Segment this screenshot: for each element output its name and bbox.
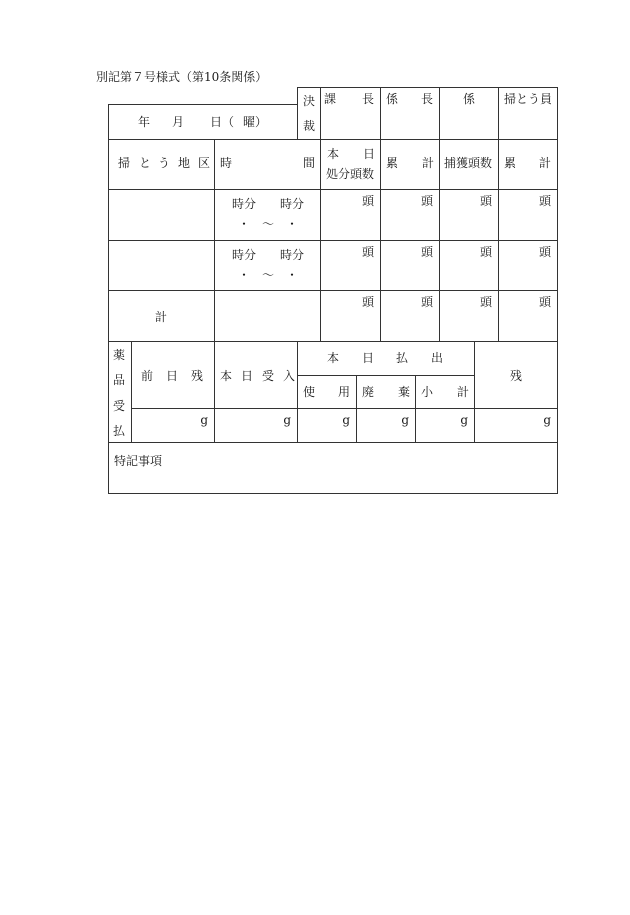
- grid-line: [131, 341, 132, 443]
- form-label: 曜）: [242, 115, 268, 129]
- form-label: 裁: [302, 119, 316, 133]
- form-label: 掃: [118, 156, 131, 170]
- form-label: 棄: [397, 385, 411, 399]
- unit-label: 頭: [420, 245, 433, 259]
- form-label: ・: [237, 217, 251, 231]
- form-label: 時分: [231, 248, 257, 262]
- unit-label: 頭: [538, 194, 551, 208]
- grid-line: [439, 87, 440, 140]
- form-label: 残: [509, 369, 523, 383]
- form-label: う: [158, 156, 171, 170]
- grid-line: [108, 139, 558, 140]
- unit-label: 頭: [479, 295, 492, 309]
- form-label: 出: [430, 351, 444, 365]
- form-label: 時分: [279, 248, 305, 262]
- grid-line: [108, 189, 558, 190]
- grid-line: [108, 341, 558, 342]
- form-label: 使: [302, 385, 316, 399]
- grid-line: [108, 240, 558, 241]
- grid-line: [297, 341, 298, 443]
- grid-line: [356, 375, 357, 443]
- form-label: 捕獲頭数: [443, 156, 493, 170]
- form-label: 受: [261, 369, 275, 383]
- form-label: 間: [302, 156, 315, 170]
- form-label: 前: [140, 369, 154, 383]
- form-label: 課: [323, 92, 337, 106]
- page-title: 別記第７号様式（第10条関係）: [96, 70, 268, 84]
- form-label: 払: [112, 424, 126, 438]
- form-label: 日（: [209, 115, 235, 129]
- unit-label: g: [543, 413, 551, 427]
- unit-label: 頭: [479, 245, 492, 259]
- form-label: 本: [219, 369, 233, 383]
- unit-label: 頭: [361, 194, 374, 208]
- form-label: と: [139, 156, 152, 170]
- form-label: ・: [285, 268, 299, 282]
- form-label: 残: [190, 369, 204, 383]
- form-label: 累: [385, 156, 399, 170]
- grid-line: [297, 375, 475, 376]
- unit-label: 頭: [361, 245, 374, 259]
- grid-line: [214, 139, 215, 342]
- form-label: 本: [326, 351, 340, 365]
- grid-line: [320, 87, 321, 140]
- grid-line: [108, 442, 558, 443]
- grid-line: [439, 139, 440, 342]
- unit-label: g: [401, 413, 409, 427]
- form-label: 累: [503, 156, 517, 170]
- form-label: 係: [462, 92, 476, 106]
- grid-line: [320, 139, 321, 342]
- form-label: 計: [538, 156, 552, 170]
- grid-line: [297, 87, 558, 88]
- form-label: ・: [285, 217, 299, 231]
- unit-label: 頭: [479, 194, 492, 208]
- form-label: 本: [326, 147, 340, 161]
- grid-line: [498, 139, 499, 342]
- grid-line: [108, 104, 298, 105]
- form-label: 受: [112, 399, 126, 413]
- form-label: 処分頭数: [325, 167, 375, 181]
- form-label: 日: [240, 369, 254, 383]
- form-label: ～: [261, 217, 275, 231]
- unit-label: 頭: [420, 194, 433, 208]
- form-label: 年: [137, 115, 151, 129]
- grid-line: [498, 87, 499, 140]
- unit-label: g: [460, 413, 468, 427]
- form-label: 月: [171, 115, 185, 129]
- grid-line: [380, 139, 381, 342]
- form-label: 係: [385, 92, 399, 106]
- form-label: 廃: [361, 385, 375, 399]
- grid-line: [297, 87, 298, 140]
- form-label: 時分: [279, 197, 305, 211]
- grid-line: [108, 104, 109, 494]
- form-label: 払: [395, 351, 409, 365]
- form-label: 日: [361, 351, 375, 365]
- form-label: 品: [112, 373, 126, 387]
- form-label: 地: [178, 156, 191, 170]
- grid-line: [474, 341, 475, 443]
- unit-label: g: [200, 413, 208, 427]
- grid-line: [108, 290, 558, 291]
- form-label: 時分: [231, 197, 257, 211]
- form-label: 計: [154, 310, 168, 324]
- form-label: ・: [237, 268, 251, 282]
- unit-label: 頭: [538, 245, 551, 259]
- form-label: 長: [420, 92, 434, 106]
- form-label: 小: [420, 385, 434, 399]
- unit-label: 頭: [420, 295, 433, 309]
- form-label: 日: [165, 369, 179, 383]
- form-label: 時: [220, 156, 233, 170]
- form-label: 日: [362, 147, 376, 161]
- unit-label: g: [342, 413, 350, 427]
- grid-line: [108, 493, 558, 494]
- grid-line: [415, 375, 416, 443]
- grid-line: [380, 87, 381, 140]
- form-label: 用: [337, 385, 351, 399]
- unit-label: g: [283, 413, 291, 427]
- form-label: 区: [198, 156, 211, 170]
- unit-label: 頭: [538, 295, 551, 309]
- form-label: 掃とう員: [503, 92, 553, 106]
- form-label: 特記事項: [114, 454, 163, 468]
- grid-line: [131, 408, 558, 409]
- unit-label: 頭: [361, 295, 374, 309]
- form-label: 計: [421, 156, 435, 170]
- form-label: 薬: [112, 348, 126, 362]
- form-label: 入: [282, 369, 296, 383]
- form-label: ～: [261, 268, 275, 282]
- form-label: 計: [456, 385, 470, 399]
- form-label: 決: [302, 94, 316, 108]
- form-label: 長: [361, 92, 375, 106]
- grid-line: [214, 341, 215, 443]
